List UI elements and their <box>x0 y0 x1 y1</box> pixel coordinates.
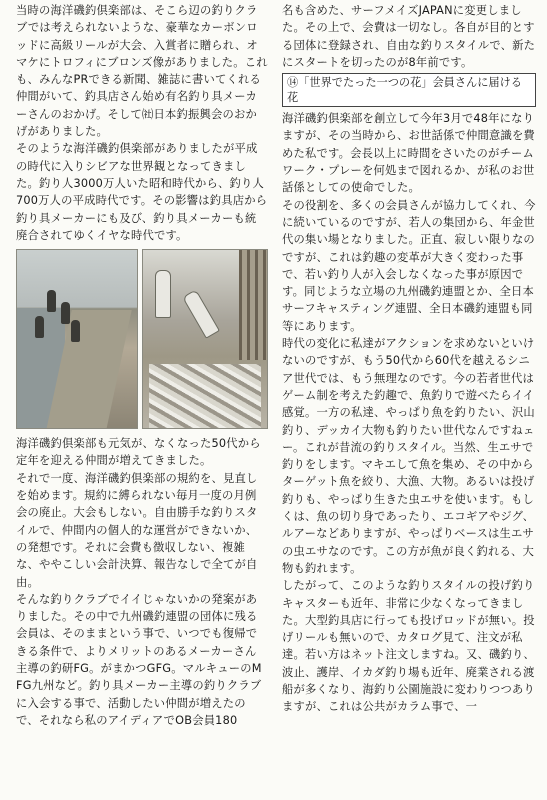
paragraph: 当時の海洋磯釣倶楽部は、そこら辺の釣りクラブでは考えられないような、豪華なカーボンロッドに高級リールが大会、入賞者に贈られ、オマケにトロフィにブロンズ像がありました。これも、みんなPRできる新聞、雑誌に書いてくれる仲間がいて、釣具店さん始め有名釣り具メーカーさんのおかげ。そして㈳日本釣振興会のおかげがありました。 <box>16 4 268 139</box>
angler-figure <box>61 302 70 324</box>
photo-anglers-on-pier <box>16 249 138 429</box>
paragraph: 名も含めた、サーフメイズJAPANに変更しました。その上で、会費は一切なし。各自が目的とする団体に登録され、自由な釣りスタイルで、新たにスタートを切ったのが8年前です。 <box>282 4 536 69</box>
paragraph: その役割を、多くの会員さんが協力してくれ、今に続いているのですが、若人の集団から、年金世代の集い場となりました。正直、寂しい限りなのですが、これは釣趣の変革が大きく変わった事で、若い釣り人が入会しなくなった事が原因です。同じような立場の九州磯釣連盟とか、全日本サーフキャスティング連盟、全日本磯釣連盟も同等にあります。 <box>282 198 536 333</box>
section-heading: ⑭「世界でたった一つの花」会員さんに届ける花 <box>282 73 536 107</box>
paragraph: したがって、このような釣りスタイルの投げ釣りキャスターも近年、非常に少なくなってきました。大型釣具店に行っても投げロッドが無い。投げリールも無いので、カタログ見て、注文が私達。若い方はネット注文しますね。又、磯釣り、波止、護岸、イカダ釣り場も近年、廃業される渡船が多くなり、海釣り公園施設に変わりつつありますが、これは公共がカラム事で、一 <box>282 579 535 714</box>
paragraph: 海洋磯釣倶楽部も元気が、なくなった50代から定年を迎える仲間が増えてきました。 <box>16 437 261 468</box>
paragraph: 海洋磯釣倶楽部を創立して今年3月で48年になりますが、その当時から、お世話係で仲間意識を費めた私です。会長以上に時間をさいたのがチームワーク・プレーを何処まで図れるか、が私のお世話係としての使命でした。 <box>282 112 535 195</box>
left-column <box>16 2 268 729</box>
child-figure <box>182 289 220 339</box>
paragraph: それで一度、海洋磯釣倶楽部の規約を、見直しを始めます。規約に縛られない毎月一度の月例会の廃止。大会もしない。自由勝手な釣りスタイルで、仲間内の個人的な運営ができないか、の発想です。それに会費も徴収しない、複雑な、ややこしい会計決算、報告なしで全てが自由。 <box>16 471 258 589</box>
photo-cleanup-activity <box>142 249 268 429</box>
angler-figure <box>35 316 44 338</box>
paragraph: そんな釣りクラブでイイじゃないかの発案がありました。その中で九州磯釣連盟の団体に残る会員は、そのままという事で、いつでも復帰できる条件で、よりメリットのあるメーカーさん主導の釣研FG。がまかつGFG。マルキューのMFG九州など。釣り具メーカー主導の釣りクラブに入会する事で、活動したい仲間が増えたので、それなら私のアイディアでOB会員180 <box>16 592 262 727</box>
right-column <box>282 2 536 716</box>
fence <box>239 250 267 360</box>
paragraph: そのような海洋磯釣倶楽部がありましたが平成の時代に入りシビアな世界観となってきました。釣り人3000万人いた昭和時代から、釣り人700万人の平成時代です。その影響は釣具店から釣り具メーカーにも及び、釣り具メーカーも統廃合されてゆくイヤな時代です。 <box>16 142 268 242</box>
litter-pile <box>149 364 261 428</box>
child-figure <box>155 270 171 318</box>
angler-figure <box>47 290 56 312</box>
angler-figure <box>71 320 80 342</box>
photo-group <box>16 249 268 429</box>
paragraph: 時代の変化に私達がアクションを求めないといけないのですが、もう50代から60代を越えるシニア世代では、もう無理なのです。今の若者世代はゲーム制を考えた釣趣で、魚釣りで遊べたらイイ感覚。一方の私達、やっぱり魚を釣りたい、沢山釣り、デッカイ大物も釣りたい世代なんですねェー。これが昔流の釣りスタイル。当然、生エサで釣りをします。マキエして魚を集め、その中からターゲット魚を絞り、大漁、大物。あるいは投げ釣りも、やっぱり生きた虫エサを使います。もしくは、魚の切り身であったり、エコギアやジグ、ルアーなどありますが、やっぱりベースは生エサの虫エサなのです。この方が魚が良く釣れる、大物も釣れます。 <box>282 337 535 575</box>
